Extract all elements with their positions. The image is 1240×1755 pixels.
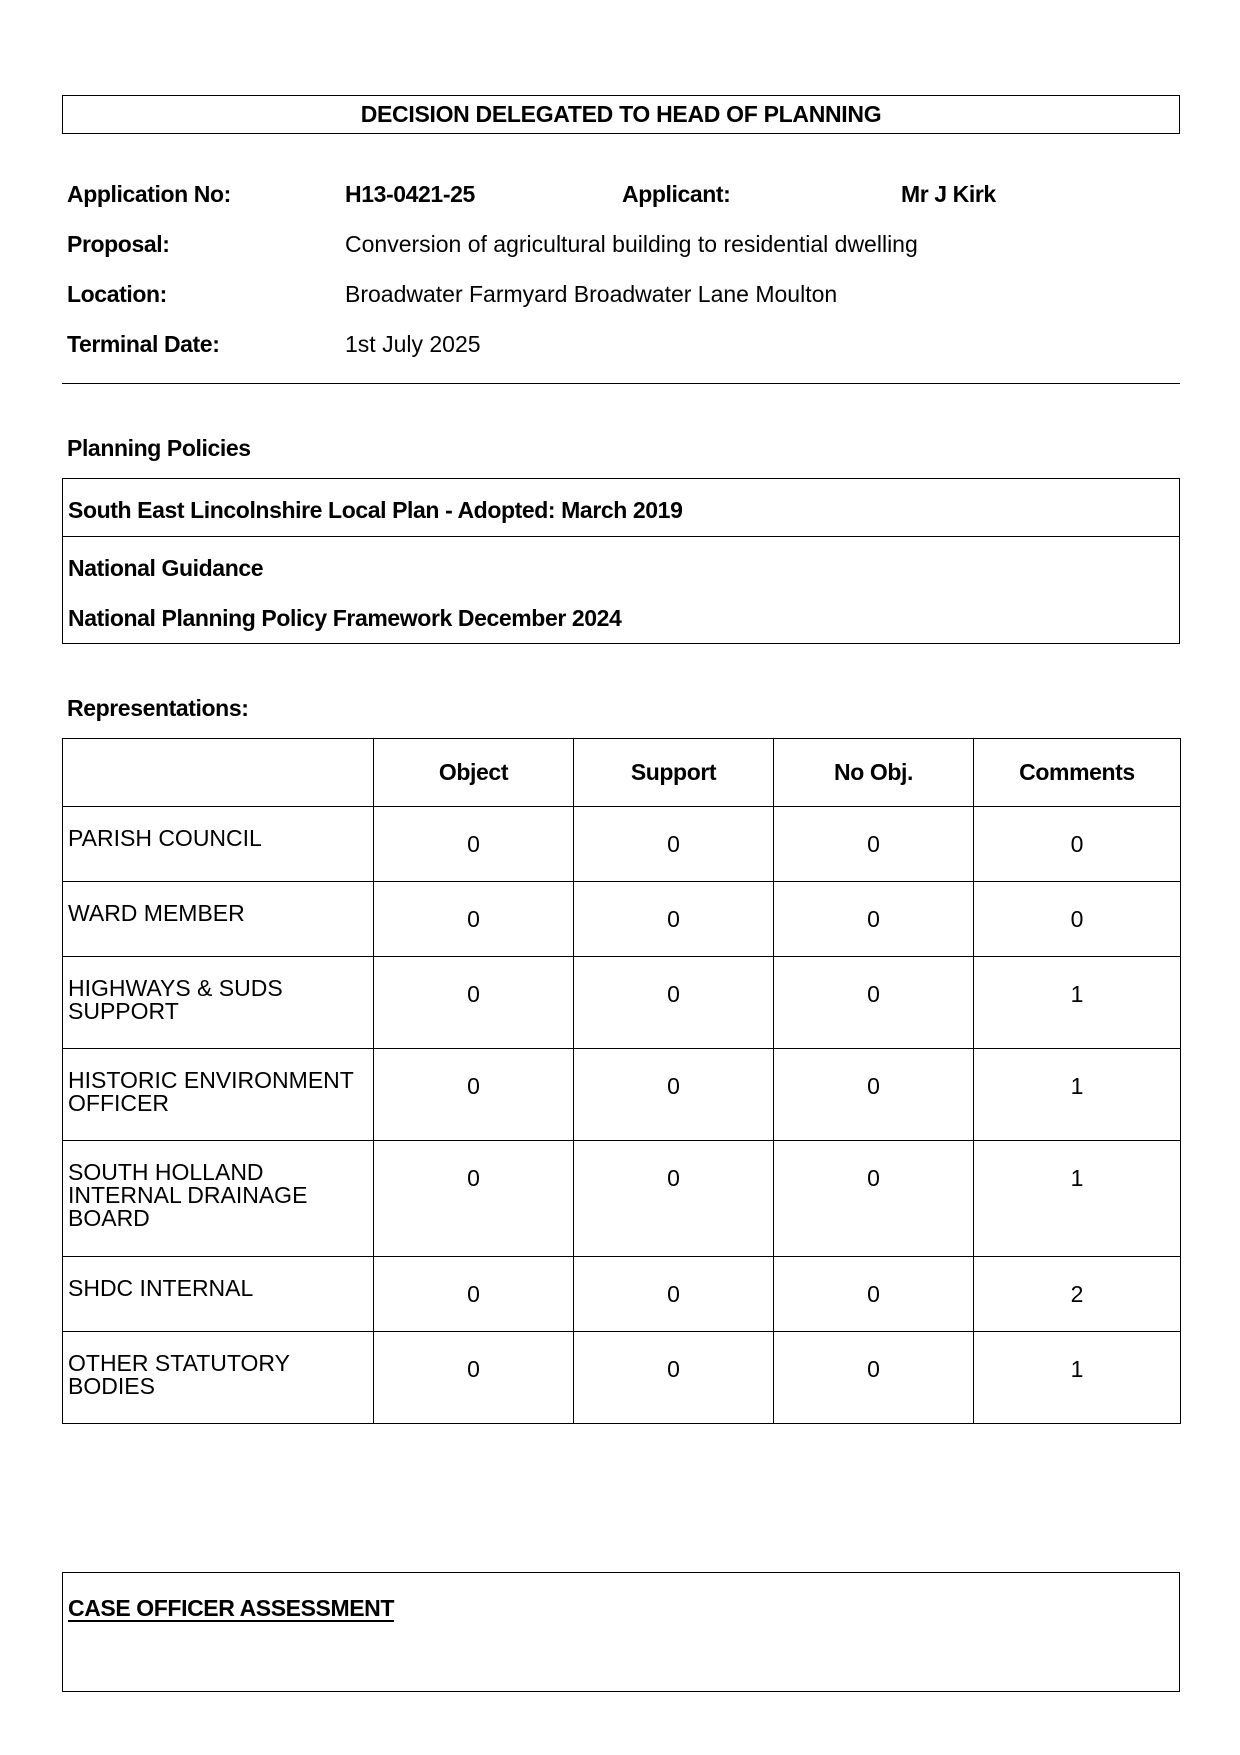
column-header-object: Object [374,739,574,807]
comments-count: 0 [974,882,1181,957]
comments-count: 1 [974,1049,1181,1141]
support-count: 0 [574,1257,774,1332]
column-header-support: Support [574,739,774,807]
comments-count: 1 [974,1141,1181,1257]
object-count: 0 [374,1141,574,1257]
proposal-label: Proposal: [67,231,170,257]
object-count: 0 [374,957,574,1049]
applicant-label: Applicant: [622,181,731,207]
table-row [63,1257,1181,1332]
local-plan-row [63,479,1179,537]
column-header-body [63,739,374,807]
location-label: Location: [67,281,167,307]
representations-heading: Representations: [67,695,249,721]
no-obj-count: 0 [774,1257,974,1332]
comments-count: 0 [974,807,1181,882]
support-count: 0 [574,957,774,1049]
proposal-value: Conversion of agricultural building to residential dwelling [345,231,918,257]
table-row [63,882,1181,957]
local-plan-text: South East Lincolnshire Local Plan - Adopted: March 2019 [68,497,683,523]
support-count: 0 [574,807,774,882]
object-count: 0 [374,882,574,957]
support-count: 0 [574,882,774,957]
terminal-date-value: 1st July 2025 [345,331,481,357]
no-obj-count: 0 [774,1332,974,1424]
table-row [63,807,1181,882]
planning-policies-box [62,478,1180,644]
application-no-label: Application No: [67,181,231,207]
support-count: 0 [574,1049,774,1141]
nppf-text: National Planning Policy Framework December 2024 [68,605,622,631]
no-obj-count: 0 [774,807,974,882]
applicant-value: Mr J Kirk [901,181,996,207]
application-no-value: H13-0421-25 [345,181,475,207]
object-count: 0 [374,1332,574,1424]
comments-count: 2 [974,1257,1181,1332]
table-header-row [63,739,1181,807]
comments-count: 1 [974,957,1181,1049]
case-officer-assessment-box [62,1572,1180,1692]
consultee-name: SOUTH HOLLAND INTERNAL DRAINAGE BOARD [63,1141,374,1257]
comments-count: 1 [974,1332,1181,1424]
consultee-name: HISTORIC ENVIRONMENT OFFICER [63,1049,374,1141]
planning-policies-heading: Planning Policies [67,435,251,461]
column-header-comments: Comments [974,739,1181,807]
no-obj-count: 0 [774,882,974,957]
support-count: 0 [574,1141,774,1257]
page-title: DECISION DELEGATED TO HEAD OF PLANNING [62,95,1180,134]
table-row [63,1332,1181,1424]
no-obj-count: 0 [774,1141,974,1257]
case-officer-assessment-title: CASE OFFICER ASSESSMENT [68,1595,395,1621]
no-obj-count: 0 [774,1049,974,1141]
table-row [63,1141,1181,1257]
representations-table [62,738,1181,1424]
object-count: 0 [374,807,574,882]
consultee-name: WARD MEMBER [63,882,374,957]
table-row [63,957,1181,1049]
consultee-name: HIGHWAYS & SUDS SUPPORT [63,957,374,1049]
table-row [63,1049,1181,1141]
consultee-name: PARISH COUNCIL [63,807,374,882]
consultee-name: OTHER STATUTORY BODIES [63,1332,374,1424]
national-guidance-text: National Guidance [68,555,264,581]
terminal-date-label: Terminal Date: [67,331,220,357]
section-divider [62,383,1180,384]
object-count: 0 [374,1257,574,1332]
support-count: 0 [574,1332,774,1424]
object-count: 0 [374,1049,574,1141]
location-value: Broadwater Farmyard Broadwater Lane Moulton [345,281,838,307]
consultee-name: SHDC INTERNAL [63,1257,374,1332]
no-obj-count: 0 [774,957,974,1049]
column-header-no-obj: No Obj. [774,739,974,807]
